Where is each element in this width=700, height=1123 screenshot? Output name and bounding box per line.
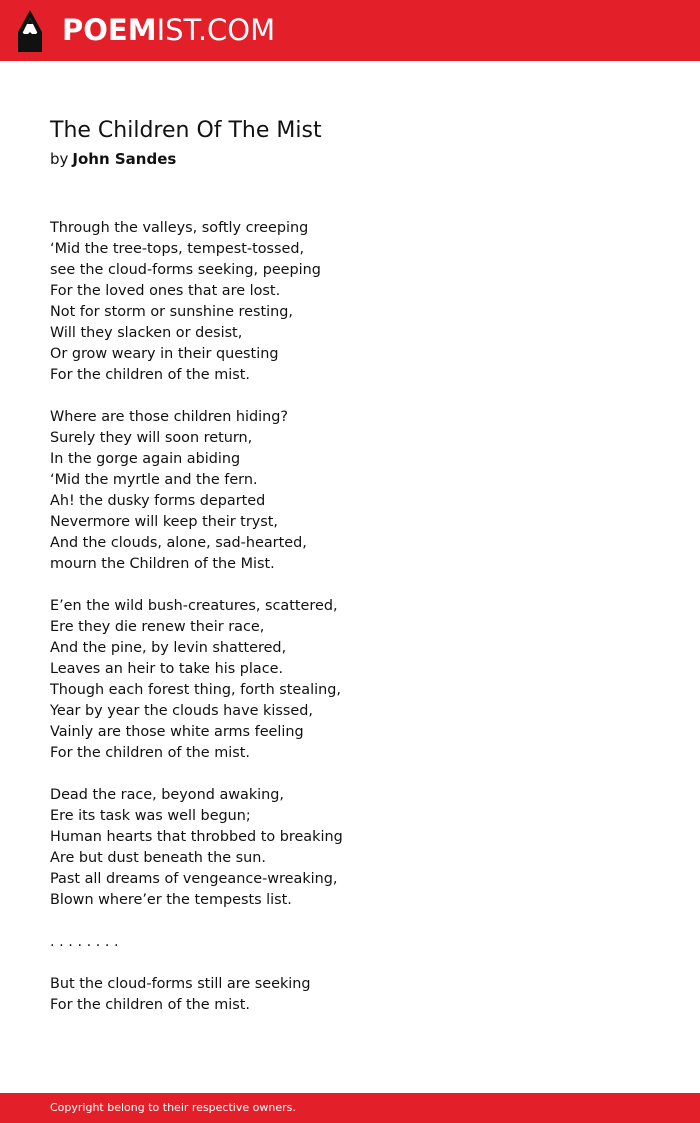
poem-line: Surely they will soon return, bbox=[50, 430, 253, 446]
poem-line: Vainly are those white arms feeling bbox=[50, 724, 304, 740]
poem-line: Nevermore will keep their tryst, bbox=[50, 514, 278, 530]
poem-line: But the cloud-forms still are seeking bbox=[50, 976, 311, 992]
poem-line: Ah! the dusky forms departed bbox=[50, 493, 266, 509]
site-logo[interactable] bbox=[62, 11, 275, 49]
poem-line: And the clouds, alone, sad-hearted, bbox=[50, 535, 307, 551]
poem-line: ‘Mid the myrtle and the fern. bbox=[50, 472, 258, 488]
logo-light-text: IST.COM bbox=[156, 13, 276, 47]
stanza bbox=[50, 218, 650, 386]
poem-line: For the loved ones that are lost. bbox=[50, 283, 281, 299]
poem-line: E’en the wild bush-creatures, scattered, bbox=[50, 598, 338, 614]
poem-line: Will they slacken or desist, bbox=[50, 325, 243, 341]
logo-bold-text: POEM bbox=[62, 13, 157, 47]
stanza bbox=[50, 596, 650, 764]
poem-line: Leaves an heir to take his place. bbox=[50, 661, 284, 677]
poem-line: see the cloud-forms seeking, peeping bbox=[50, 262, 321, 278]
poem-line: Year by year the clouds have kissed, bbox=[50, 703, 313, 719]
poem-line: Where are those children hiding? bbox=[50, 409, 289, 425]
poem-body bbox=[50, 218, 650, 1037]
stanza bbox=[50, 407, 650, 575]
author-name: John Sandes bbox=[72, 150, 177, 168]
pencil-tip-icon bbox=[17, 10, 43, 52]
stanza bbox=[50, 785, 650, 911]
poem-line: Are but dust beneath the sun. bbox=[50, 850, 266, 866]
poem-line: Not for storm or sunshine resting, bbox=[50, 304, 293, 320]
poem-line: And the pine, by levin shattered, bbox=[50, 640, 287, 656]
stanza bbox=[50, 932, 650, 953]
poem-title: The Children Of The Mist bbox=[50, 118, 322, 143]
poem-line: In the gorge again abiding bbox=[50, 451, 241, 467]
poem-line: Or grow weary in their questing bbox=[50, 346, 279, 362]
poem-line: Human hearts that throbbed to breaking bbox=[50, 829, 343, 845]
poem-line: For the children of the mist. bbox=[50, 367, 250, 383]
poem-line: mourn the Children of the Mist. bbox=[50, 556, 275, 572]
poem-line: Through the valleys, softly creeping bbox=[50, 220, 309, 236]
stanza bbox=[50, 974, 650, 1016]
poem-line: Past all dreams of vengeance-wreaking, bbox=[50, 871, 338, 887]
site-header bbox=[0, 0, 700, 61]
poem-line: Ere its task was well begun; bbox=[50, 808, 251, 824]
poem-line: For the children of the mist. bbox=[50, 997, 250, 1013]
by-label: by bbox=[50, 150, 69, 168]
poem-line: For the children of the mist. bbox=[50, 745, 250, 761]
byline bbox=[50, 148, 176, 170]
copyright-text: Copyright belong to their respective owners. bbox=[50, 1101, 296, 1114]
poem-line: Though each forest thing, forth stealing, bbox=[50, 682, 341, 698]
poem-line: Ere they die renew their race, bbox=[50, 619, 265, 635]
poem-line: ‘Mid the tree-tops, tempest-tossed, bbox=[50, 241, 305, 257]
site-footer bbox=[0, 1093, 700, 1123]
poem-line: Dead the race, beyond awaking, bbox=[50, 787, 285, 803]
poem-line: . . . . . . . . bbox=[50, 934, 119, 950]
poem-line: Blown where’er the tempests list. bbox=[50, 892, 292, 908]
